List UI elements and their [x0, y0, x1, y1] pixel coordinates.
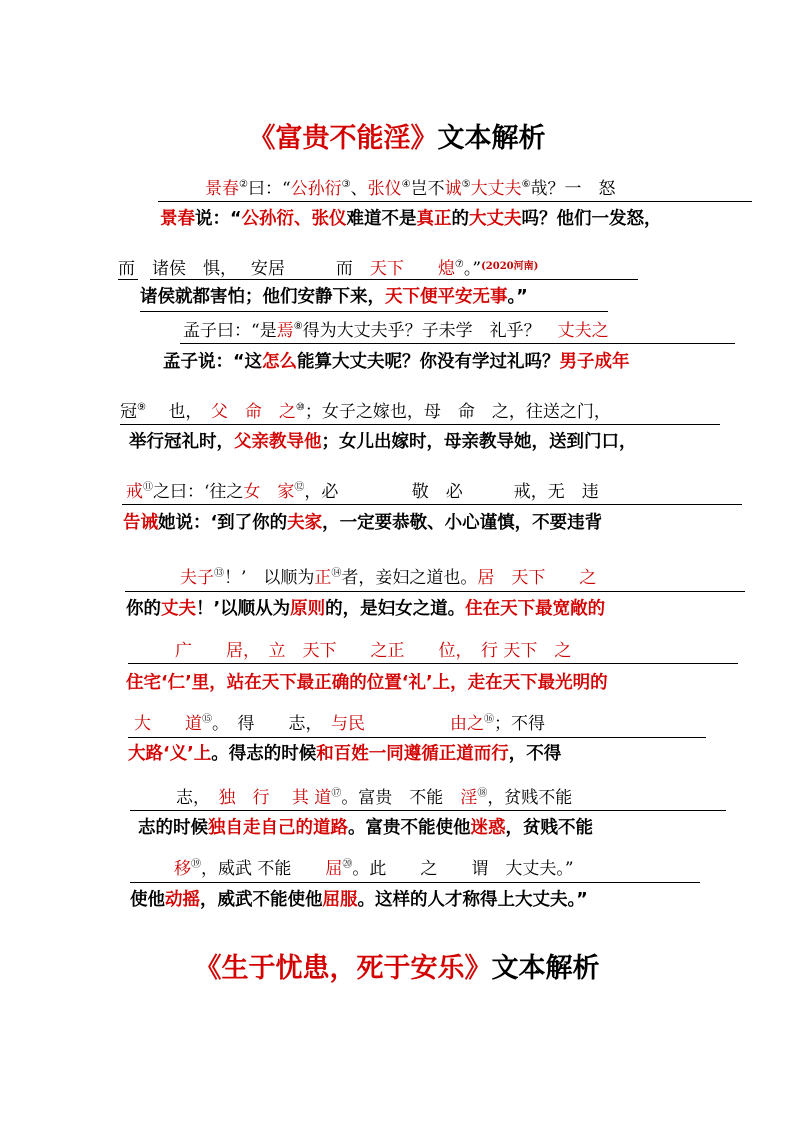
text-segment: 吗？他们一发怒， — [521, 209, 662, 229]
text-segment: ；女子之嫁也，母 命 之，往送之门， — [304, 402, 611, 422]
text-segment: 戒 — [126, 482, 143, 502]
text-segment: ，威武 不能 — [201, 859, 326, 879]
text-segment: 景春 — [160, 209, 195, 229]
translation-line-9 — [138, 816, 593, 840]
text-segment: 大路‘义’上 — [128, 744, 212, 764]
underline — [128, 737, 706, 738]
underline — [128, 663, 738, 664]
text-segment: 焉 — [276, 321, 294, 341]
text-segment: 独自走自己的道路 — [208, 818, 348, 838]
text-segment: 举行冠礼时， — [129, 432, 234, 452]
text-segment: 文本解析 — [491, 953, 600, 984]
text-segment: 的，是妇女之道。 — [325, 599, 466, 619]
text-segment: 之曰：‘往之 — [153, 482, 244, 502]
text-segment: 曰：“ — [247, 179, 291, 199]
text-segment: ⑳ — [342, 859, 353, 870]
text-segment: (2020河南) — [481, 261, 539, 272]
text-segment: 怎么 — [262, 352, 298, 372]
text-segment: ⑯ — [484, 714, 494, 725]
text-segment: 正 — [314, 568, 332, 588]
text-segment: ⑨ — [137, 402, 146, 413]
text-segment: 。得志的时候 — [211, 744, 317, 764]
text-segment: ⑦ — [454, 259, 464, 270]
text-segment: 岂不 — [410, 179, 445, 199]
translation-line-4 — [129, 430, 637, 454]
text-segment: 《 — [194, 953, 222, 984]
original-line-4 — [120, 401, 611, 423]
text-segment: 哉？一 怒 — [530, 179, 616, 199]
text-segment: 难道不是 — [346, 209, 417, 229]
underline — [122, 504, 742, 505]
text-segment: 。 得 志， — [212, 714, 314, 734]
text-segment: ；不得 — [494, 714, 545, 734]
translation-line-1 — [160, 207, 662, 231]
text-segment: ⑲ — [191, 859, 201, 870]
text-segment: 。” — [463, 259, 482, 279]
text-segment: 她说：‘到了你的 — [158, 513, 288, 533]
text-segment: ⑰ — [331, 788, 342, 799]
text-segment: 丈夫 — [161, 599, 196, 619]
text-segment: 景春 — [205, 179, 239, 199]
text-segment: 。” — [507, 287, 528, 307]
translation-line-3 — [163, 350, 630, 374]
underline — [118, 279, 138, 280]
text-segment: 孟子说：“这 — [163, 352, 263, 372]
text-segment: ⑬ — [214, 568, 224, 579]
text-segment: ！’以顺从为 — [196, 599, 291, 619]
text-segment: ⑩ — [295, 402, 305, 413]
original-line-8 — [134, 713, 545, 735]
text-segment: 夫子 — [180, 568, 214, 588]
text-segment: 天下便平安无事 — [385, 287, 508, 307]
title-fugui — [0, 116, 794, 155]
text-segment: 你的 — [126, 599, 161, 619]
original-line-10 — [174, 858, 574, 880]
text-segment: 男子成年 — [559, 352, 630, 372]
text-segment: 和百姓一同遵循正道而行 — [316, 744, 509, 764]
original-line-6 — [180, 567, 596, 589]
text-segment: 得为大丈夫乎？子未学 礼乎？ — [302, 321, 541, 341]
text-segment: 移 — [174, 859, 191, 879]
text-segment: 。此 之 谓 大丈夫。” — [352, 859, 574, 879]
text-segment: 的 — [451, 209, 470, 229]
text-segment: ！’ 以顺为 — [224, 568, 315, 588]
text-segment: ⑧ — [293, 321, 303, 332]
original-line-5 — [126, 481, 599, 503]
text-segment: ，不得 — [508, 744, 562, 764]
text-segment: 淫 — [460, 788, 478, 808]
translation-line-5 — [123, 511, 602, 535]
text-segment: 能算大丈夫呢？你没有学过礼吗？ — [297, 352, 560, 372]
text-segment: 住宅‘仁’里，站在天下最正确的位置‘礼’上，走在天下最光明的 — [126, 673, 608, 693]
text-segment: ④ — [401, 179, 411, 190]
text-segment: ⑤ — [461, 179, 471, 190]
underline — [180, 343, 735, 344]
text-segment: 《 — [248, 123, 276, 154]
text-segment: 独 行 其 道 — [218, 788, 332, 808]
text-segment: 》 — [410, 123, 438, 154]
text-segment: 住在天下最宽敞的 — [465, 599, 606, 619]
text-segment: 诚 — [444, 179, 462, 199]
original-line-3 — [183, 320, 609, 342]
original-line-7 — [175, 640, 571, 662]
text-segment: 者，妾妇之道也。 — [341, 568, 478, 588]
text-segment: 。富贵不能使他 — [348, 818, 471, 838]
text-segment: 。富贵 不能 — [341, 788, 444, 808]
text-segment: 志的时候 — [138, 818, 208, 838]
original-line-2 — [118, 256, 538, 280]
text-segment: ⑪ — [143, 482, 153, 493]
text-segment: 富贵不能淫 — [275, 123, 411, 154]
text-segment: 丈夫之 — [557, 321, 609, 341]
text-segment: 女 家 — [243, 482, 295, 502]
text-segment: 父 命 之 — [210, 402, 296, 422]
translation-line-6 — [126, 597, 605, 621]
text-segment: ⑱ — [477, 788, 488, 799]
text-segment: ② — [239, 179, 248, 190]
text-segment: 天下 熄 — [369, 259, 455, 279]
translation-line-2 — [140, 285, 528, 309]
translation-line-7 — [126, 671, 608, 695]
text-segment: ，一定要恭敬、小心谨慎，不要违背 — [322, 513, 603, 533]
underline — [130, 882, 700, 883]
text-segment: 广 居， 立 天下 之正 位， 行 天下 之 — [175, 641, 572, 661]
text-segment: ③ — [341, 179, 351, 190]
underline — [158, 201, 752, 202]
text-segment: 说：“ — [195, 209, 242, 229]
text-segment: 父亲教导他 — [234, 432, 322, 452]
text-segment: 诸侯 惧， 安居 而 — [152, 259, 353, 279]
text-segment: ，必 敬 必 戒，无 违 — [304, 482, 599, 502]
text-segment: 大 道 — [134, 714, 202, 734]
text-segment: 、 — [350, 179, 368, 199]
text-segment: 迷惑 — [470, 818, 506, 838]
text-segment: 公孙衍、张仪 — [241, 209, 347, 229]
text-segment: 诸侯就都害怕；他们安静下来， — [140, 287, 385, 307]
text-segment: 告诫 — [123, 513, 158, 533]
underline — [125, 591, 745, 592]
title-shengyu — [0, 946, 794, 985]
text-segment: ⑮ — [202, 714, 212, 725]
translation-line-10 — [130, 888, 588, 912]
underline — [150, 279, 638, 280]
text-segment: 孟子曰：“是 — [183, 321, 277, 341]
underline — [130, 810, 726, 811]
text-segment: 居 天下 之 — [477, 568, 597, 588]
underline — [140, 311, 608, 312]
translation-line-8 — [128, 742, 561, 766]
text-segment: 张仪 — [367, 179, 402, 199]
text-segment: 也， — [145, 402, 194, 422]
text-segment: 使他 — [130, 890, 165, 910]
underline — [120, 424, 720, 425]
text-segment: 生于忧患，死于安乐 — [221, 953, 465, 984]
text-segment: ，威武不能使他 — [200, 890, 323, 910]
text-segment: 》 — [464, 953, 492, 984]
text-segment: 大丈夫 — [469, 209, 522, 229]
text-segment: ；女儿出嫁时，母亲教导她，送到门口， — [321, 432, 637, 452]
text-segment: 与民 由之 — [331, 714, 484, 734]
original-line-9 — [176, 787, 572, 809]
text-segment: 夫家 — [287, 513, 323, 533]
original-line-1 — [205, 178, 616, 200]
text-segment: 动摇 — [165, 890, 200, 910]
text-segment: 志， — [176, 788, 202, 808]
text-segment: 屈服 — [322, 890, 358, 910]
text-segment: ，贫贱不能 — [505, 818, 593, 838]
text-segment: 大丈夫 — [470, 179, 522, 199]
text-segment: 原则 — [290, 599, 326, 619]
text-segment: ⑭ — [331, 568, 342, 579]
text-segment: 真正 — [416, 209, 452, 229]
text-segment: ，贫贱不能 — [487, 788, 573, 808]
text-segment: 屈 — [325, 859, 343, 879]
text-segment: 而 — [118, 259, 135, 279]
text-segment: 文本解析 — [437, 123, 546, 154]
text-segment: 。这样的人才称得上大丈夫。” — [357, 890, 588, 910]
text-segment: 冠 — [120, 402, 137, 422]
text-segment: 公孙衍 — [290, 179, 342, 199]
text-segment: ⑥ — [521, 179, 531, 190]
text-segment: ⑫ — [294, 482, 305, 493]
